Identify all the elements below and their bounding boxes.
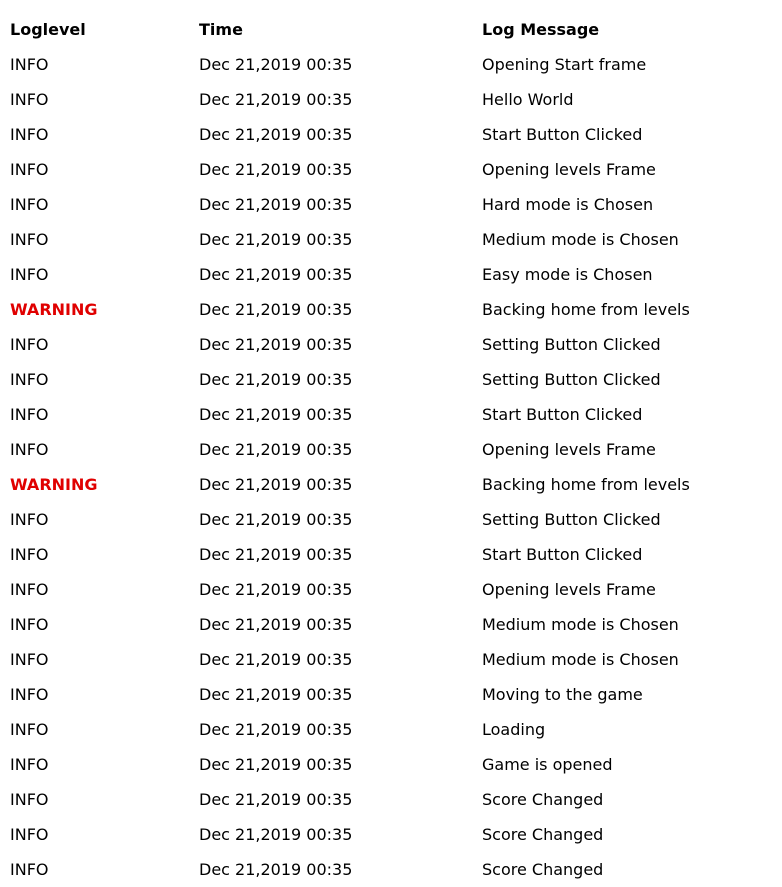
- log-level-cell: INFO: [10, 755, 49, 774]
- log-row: [0, 292, 782, 327]
- log-level-cell: INFO: [10, 790, 49, 809]
- log-level-cell: INFO: [10, 545, 49, 564]
- log-row: [0, 187, 782, 222]
- log-level-cell: INFO: [10, 230, 49, 249]
- log-message-cell: Easy mode is Chosen: [482, 265, 653, 284]
- log-time-cell: Dec 21,2019 00:35: [199, 720, 353, 739]
- log-table: [0, 12, 782, 887]
- log-row: [0, 677, 782, 712]
- log-message-cell: Setting Button Clicked: [482, 370, 661, 389]
- log-time-cell: Dec 21,2019 00:35: [199, 685, 353, 704]
- log-row: [0, 362, 782, 397]
- log-level-cell: INFO: [10, 405, 49, 424]
- log-message-cell: Setting Button Clicked: [482, 335, 661, 354]
- log-level-cell: INFO: [10, 510, 49, 529]
- log-time-cell: Dec 21,2019 00:35: [199, 475, 353, 494]
- log-level-cell: INFO: [10, 335, 49, 354]
- log-time-cell: Dec 21,2019 00:35: [199, 160, 353, 179]
- header-loglevel: Loglevel: [10, 20, 86, 39]
- log-level-cell: INFO: [10, 265, 49, 284]
- log-time-cell: Dec 21,2019 00:35: [199, 265, 353, 284]
- log-row: [0, 327, 782, 362]
- log-level-cell: INFO: [10, 55, 49, 74]
- log-time-cell: Dec 21,2019 00:35: [199, 405, 353, 424]
- log-message-cell: Medium mode is Chosen: [482, 230, 679, 249]
- log-row: [0, 152, 782, 187]
- log-message-cell: Hello World: [482, 90, 574, 109]
- log-row: [0, 607, 782, 642]
- log-message-cell: Score Changed: [482, 825, 604, 844]
- header-time: Time: [199, 20, 243, 39]
- header-log-message: Log Message: [482, 20, 600, 39]
- log-message-cell: Score Changed: [482, 860, 604, 879]
- log-row: [0, 642, 782, 677]
- log-time-cell: Dec 21,2019 00:35: [199, 580, 353, 599]
- log-level-cell: INFO: [10, 685, 49, 704]
- log-message-cell: Moving to the game: [482, 685, 643, 704]
- log-message-cell: Score Changed: [482, 790, 604, 809]
- log-message-cell: Start Button Clicked: [482, 405, 643, 424]
- log-row: [0, 467, 782, 502]
- log-row: [0, 537, 782, 572]
- log-time-cell: Dec 21,2019 00:35: [199, 825, 353, 844]
- log-message-cell: Start Button Clicked: [482, 125, 643, 144]
- log-time-cell: Dec 21,2019 00:35: [199, 90, 353, 109]
- log-level-cell: INFO: [10, 440, 49, 459]
- log-time-cell: Dec 21,2019 00:35: [199, 650, 353, 669]
- log-time-cell: Dec 21,2019 00:35: [199, 615, 353, 634]
- log-level-cell: INFO: [10, 160, 49, 179]
- log-level-cell: INFO: [10, 615, 49, 634]
- log-time-cell: Dec 21,2019 00:35: [199, 370, 353, 389]
- log-level-cell: INFO: [10, 650, 49, 669]
- log-row: [0, 432, 782, 467]
- log-time-cell: Dec 21,2019 00:35: [199, 125, 353, 144]
- log-message-cell: Loading: [482, 720, 546, 739]
- log-level-cell: WARNING: [10, 475, 98, 494]
- log-row: [0, 817, 782, 852]
- log-message-cell: Backing home from levels: [482, 475, 690, 494]
- log-time-cell: Dec 21,2019 00:35: [199, 545, 353, 564]
- log-level-cell: INFO: [10, 860, 49, 879]
- log-message-cell: Opening levels Frame: [482, 440, 656, 459]
- log-message-cell: Medium mode is Chosen: [482, 650, 679, 669]
- log-row: [0, 572, 782, 607]
- log-message-cell: Game is opened: [482, 755, 613, 774]
- log-table-header: [0, 12, 782, 47]
- log-time-cell: Dec 21,2019 00:35: [199, 230, 353, 249]
- log-level-cell: INFO: [10, 125, 49, 144]
- log-level-cell: INFO: [10, 580, 49, 599]
- log-row: [0, 47, 782, 82]
- log-row: [0, 747, 782, 782]
- log-row: [0, 782, 782, 817]
- log-row: [0, 222, 782, 257]
- log-time-cell: Dec 21,2019 00:35: [199, 790, 353, 809]
- log-row: [0, 502, 782, 537]
- log-message-cell: Opening levels Frame: [482, 160, 656, 179]
- log-message-cell: Opening levels Frame: [482, 580, 656, 599]
- log-level-cell: INFO: [10, 90, 49, 109]
- log-row: [0, 397, 782, 432]
- log-row: [0, 852, 782, 887]
- log-table-body: [0, 47, 782, 887]
- header-row: [0, 12, 782, 47]
- log-message-cell: Setting Button Clicked: [482, 510, 661, 529]
- log-row: [0, 257, 782, 292]
- log-time-cell: Dec 21,2019 00:35: [199, 860, 353, 879]
- log-message-cell: Opening Start frame: [482, 55, 647, 74]
- log-message-cell: Backing home from levels: [482, 300, 690, 319]
- log-row: [0, 117, 782, 152]
- log-time-cell: Dec 21,2019 00:35: [199, 440, 353, 459]
- log-time-cell: Dec 21,2019 00:35: [199, 195, 353, 214]
- log-level-cell: INFO: [10, 370, 49, 389]
- log-time-cell: Dec 21,2019 00:35: [199, 335, 353, 354]
- log-message-cell: Hard mode is Chosen: [482, 195, 654, 214]
- log-row: [0, 82, 782, 117]
- log-time-cell: Dec 21,2019 00:35: [199, 55, 353, 74]
- log-time-cell: Dec 21,2019 00:35: [199, 510, 353, 529]
- log-message-cell: Start Button Clicked: [482, 545, 643, 564]
- log-time-cell: Dec 21,2019 00:35: [199, 300, 353, 319]
- log-message-cell: Medium mode is Chosen: [482, 615, 679, 634]
- log-level-cell: INFO: [10, 195, 49, 214]
- log-time-cell: Dec 21,2019 00:35: [199, 755, 353, 774]
- log-row: [0, 712, 782, 747]
- log-level-cell: INFO: [10, 720, 49, 739]
- log-level-cell: WARNING: [10, 300, 98, 319]
- log-level-cell: INFO: [10, 825, 49, 844]
